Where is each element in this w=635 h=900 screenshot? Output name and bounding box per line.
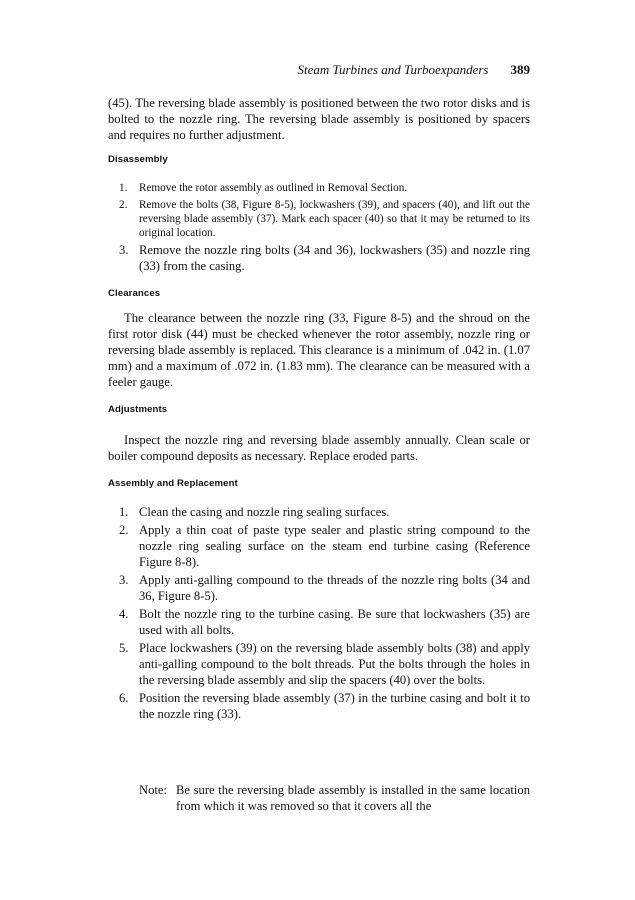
disassembly-list	[108, 180, 530, 274]
list-item	[108, 504, 530, 520]
running-title: Steam Turbines and Turboexpanders	[297, 62, 489, 77]
adjustments-heading: Adjustments	[108, 404, 168, 415]
list-item-text: Bolt the nozzle ring to the turbine casing. Be sure that lockwashers (35) are used with all bolts.	[139, 607, 530, 637]
list-item-text: Position the reversing blade assembly (37) in the turbine casing and bolt it to the nozzle ring (33).	[139, 691, 530, 721]
list-item-text: Clean the casing and nozzle ring sealing surfaces.	[139, 505, 390, 519]
list-item	[108, 180, 530, 196]
note-label: Note:	[139, 783, 167, 797]
note-text: Be sure the reversing blade assembly is installed in the same location from which it was removed so that it covers all the	[176, 783, 530, 813]
list-item-number: 5.	[119, 641, 129, 655]
intro-paragraph-block	[108, 95, 530, 143]
list-item-text: Remove the rotor assembly as outlined in Removal Section.	[139, 182, 408, 194]
list-item-number: 1.	[119, 182, 128, 194]
adjustments-paragraph-block	[108, 432, 530, 464]
page-number: 389	[510, 62, 530, 77]
list-item-text: Remove the nozzle ring bolts (34 and 36), lockwashers (35) and nozzle ring (33) from the casing.	[139, 243, 530, 273]
assembly-note	[139, 782, 530, 814]
clearances-heading: Clearances	[108, 288, 161, 299]
list-item-number: 6.	[119, 691, 129, 705]
clearances-paragraph-block	[108, 310, 530, 390]
assembly-list	[108, 504, 530, 722]
list-item-number: 2.	[119, 523, 129, 537]
intro-paragraph: (45). The reversing blade assembly is positioned between the two rotor disks and is bolted to the nozzle ring. The reversing blade assembly is positioned by spacers and requires no further adjustment.	[108, 96, 530, 142]
list-item-number: 2.	[119, 199, 128, 211]
list-item-text: Place lockwashers (39) on the reversing blade assembly bolts (38) and apply anti-galling compound to the bolt threads. Put the bolts through the holes in the reversing blade assembly and slip the spacers (40) over the bolts.	[139, 641, 530, 687]
list-item	[108, 198, 530, 240]
list-item-text: Remove the bolts (38, Figure 8-5), lockwashers (39), and spacers (40), and lift out the reversing blade assembly (37). Mark each spacer (40) so that it may be returned to its original location.	[139, 199, 530, 239]
adjustments-paragraph: Inspect the nozzle ring and reversing blade assembly annually. Clean scale or boiler compound deposits as necessary. Replace eroded parts.	[108, 433, 530, 463]
assembly-heading: Assembly and Replacement	[108, 478, 238, 489]
list-item	[108, 522, 530, 570]
list-item-text: Apply a thin coat of paste type sealer and plastic string compound to the nozzle ring sealing surface on the steam end turbine casing (Reference Figure 8-8).	[139, 523, 530, 569]
list-item-number: 3.	[119, 243, 129, 257]
list-item-number: 4.	[119, 607, 129, 621]
list-item-number: 1.	[119, 505, 129, 519]
list-item	[108, 242, 530, 274]
list-item	[108, 690, 530, 722]
disassembly-heading: Disassembly	[108, 154, 168, 165]
list-item	[108, 572, 530, 604]
list-item	[108, 606, 530, 638]
list-item	[108, 640, 530, 688]
clearances-paragraph: The clearance between the nozzle ring (33, Figure 8-5) and the shroud on the first rotor disk (44) must be checked whenever the rotor assembly, nozzle ring or reversing blade assembly is replaced. This clearance is a minimum of .042 in. (1.07 mm) and a maximum of .072 in. (1.83 mm). The clearance can be measured with a feeler gauge.	[108, 311, 530, 389]
list-item-number: 3.	[119, 573, 129, 587]
running-header	[108, 62, 530, 78]
list-item-text: Apply anti-galling compound to the threads of the nozzle ring bolts (34 and 36, Figure 8-5).	[139, 573, 530, 603]
